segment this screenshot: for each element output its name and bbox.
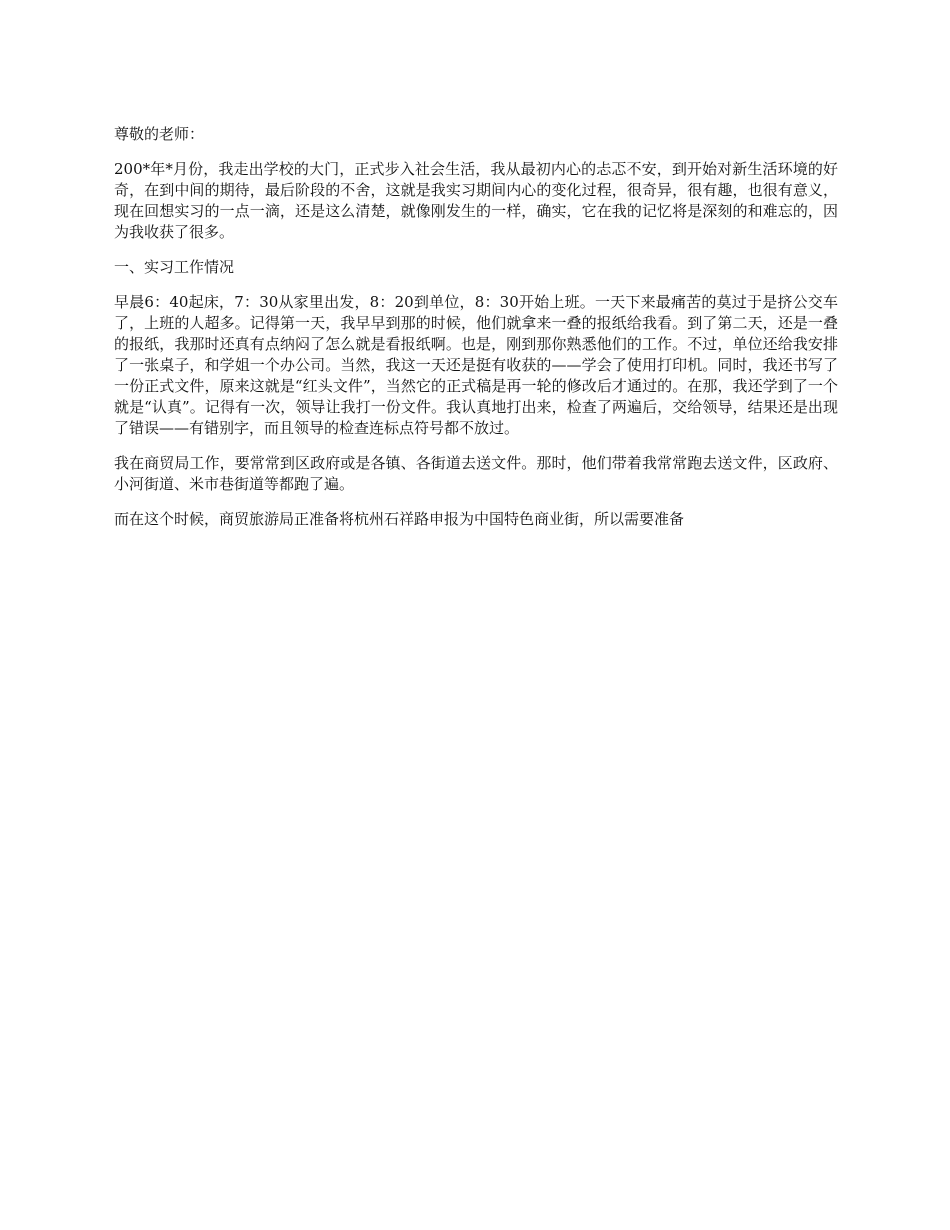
paragraph-work-details: 早晨6：40起床，7：30从家里出发，8：20到单位，8：30开始上班。一天下来最痛苦的莫过于是挤公交车了，上班的人超多。记得第一天，我早早到那的时候，他们就拿来一叠的报纸给我看。到了第二天，还是一叠的报纸，我那时还真有点纳闷了怎么就是看报纸啊。也是，刚到那你熟悉他们的工作。不过，单位还给我安排了一张桌子，和学姐一个办公司。当然，我这一天还是挺有收获的——学会了使用打印机。同时，我还书写了一份正式文件，原来这就是“红头文件”，当然它的正式稿是再一轮的修改后才通过的。在那，我还学到了一个就是“认真”。记得有一次，领导让我打一份文件。我认真地打出来，检查了两遍后，交给领导，结果还是出现了错误——有错别字，而且领导的检查连标点符号都不放过。 bbox=[114, 293, 838, 437]
salutation: 尊敬的老师： bbox=[114, 125, 205, 143]
paragraph-commercial-street: 而在这个时候，商贸旅游局正准备将杭州石祥路申报为中国特色商业街，所以需要准备 bbox=[114, 510, 685, 528]
section-heading: 一、实习工作情况 bbox=[114, 258, 235, 276]
document-page bbox=[114, 124, 838, 544]
paragraph-intro: 200*年*月份，我走出学校的大门，正式步入社会生活，我从最初内心的忐忑不安，到开始对新生活环境的好奇，在到中间的期待，最后阶段的不舍，这就是我实习期间内心的变化过程，很奇异，很有趣，也很有意义，现在回想实习的一点一滴，还是这么清楚，就像刚发生的一样，确实，它在我的记忆将是深刻的和难忘的，因为我收获了很多。 bbox=[114, 160, 838, 241]
paragraph-document-delivery: 我在商贸局工作，要常常到区政府或是各镇、各街道去送文件。那时，他们带着我常常跑去送文件，区政府、小河街道、米市巷街道等都跑了遍。 bbox=[114, 454, 838, 493]
